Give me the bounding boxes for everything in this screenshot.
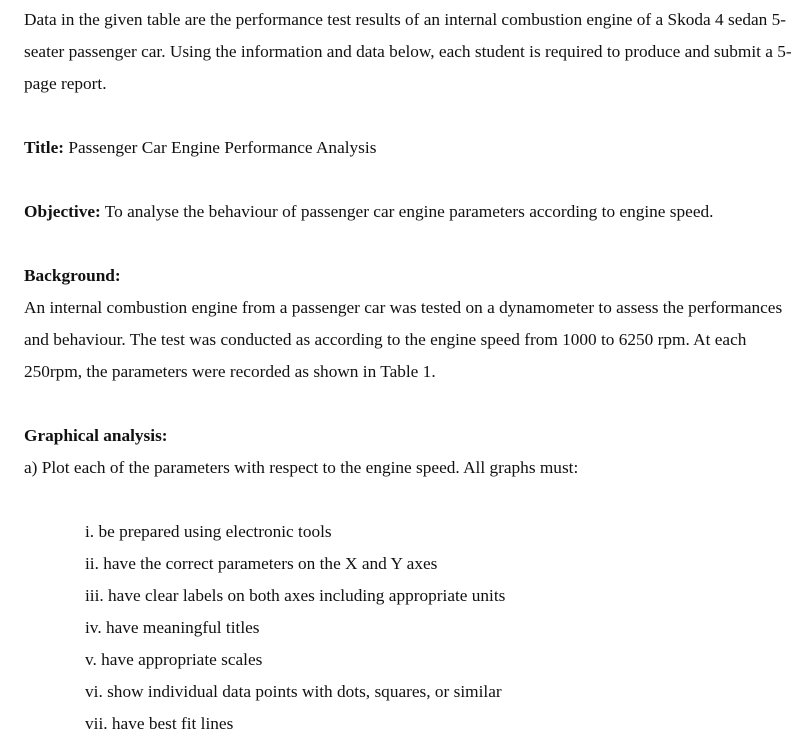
spacer: [24, 100, 804, 132]
graphical-instruction: a) Plot each of the parameters with respect to the engine speed. All graphs must:: [24, 458, 579, 477]
graphical-heading: Graphical analysis:: [24, 426, 168, 445]
spacer: [24, 228, 804, 260]
spacer: [24, 164, 804, 196]
objective-label: Objective:: [24, 202, 101, 221]
requirements-list: [24, 516, 804, 740]
objective-line: [24, 196, 804, 228]
list-item: iv. have meaningful titles: [85, 618, 260, 637]
document-body: [24, 4, 804, 740]
list-item: i. be prepared using electronic tools: [85, 522, 332, 541]
background-heading: Background:: [24, 266, 121, 285]
list-item: iii. have clear labels on both axes including appropriate units: [85, 586, 506, 605]
background-paragraph: An internal combustion engine from a passenger car was tested on a dynamometer to assess the performances and behaviour. The test was conducted as according to the engine speed from 1000 to 6250 rpm. At each 250rpm, the parameters were recorded as shown in Table 1.: [24, 298, 783, 381]
list-item: v. have appropriate scales: [85, 650, 263, 669]
title-text: Passenger Car Engine Performance Analysis: [68, 138, 377, 157]
title-label: Title:: [24, 138, 64, 157]
title-line: [24, 132, 804, 164]
objective-text: To analyse the behaviour of passenger car engine parameters according to engine speed.: [104, 202, 714, 221]
spacer: [24, 484, 804, 516]
list-item: ii. have the correct parameters on the X and Y axes: [85, 554, 438, 573]
list-item: vii. have best fit lines: [85, 714, 234, 733]
list-item: vi. show individual data points with dots, squares, or similar: [85, 682, 502, 701]
intro-paragraph: Data in the given table are the performance test results of an internal combustion engine of a Skoda 4 sedan 5-seater passenger car. Using the information and data below, each student is required to produce and submit a 5-page report.: [24, 10, 792, 93]
spacer: [24, 388, 804, 420]
